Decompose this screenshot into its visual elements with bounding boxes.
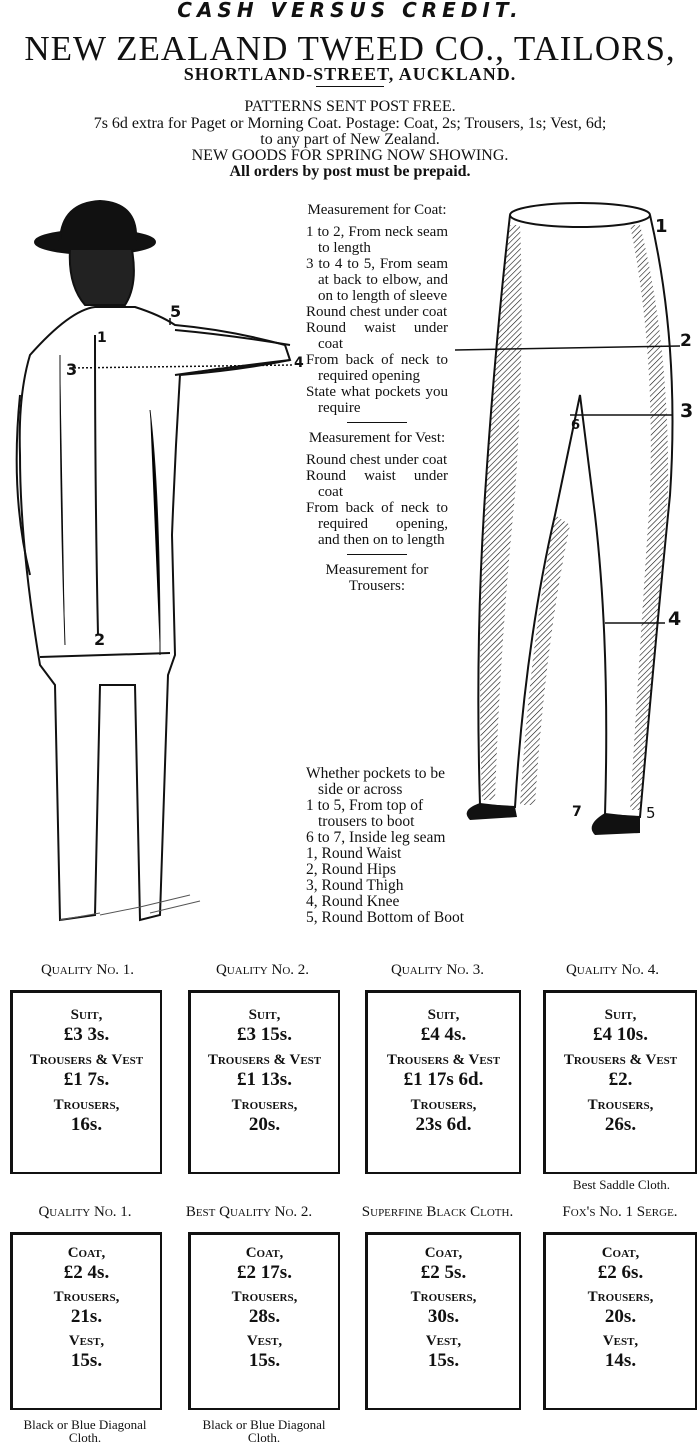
trousers-label: Trousers, xyxy=(410,1097,477,1113)
trousers-label-1: 1 xyxy=(655,216,668,237)
suit-label: Suit, xyxy=(70,1007,103,1023)
trousers-label: Trousers, xyxy=(587,1097,654,1113)
trousers-vest-price: £1 17s 6d. xyxy=(403,1069,484,1090)
vest-heading: Measurement for Vest: xyxy=(308,430,446,446)
suit-price-box xyxy=(365,990,521,1174)
suit-quality-heading: Quality No. 3. xyxy=(390,962,485,978)
coat-quality-heading: Superfine Black Cloth. xyxy=(361,1204,514,1220)
postage-line: 7s 6d extra for Paget or Morning Coat. Postage: Coat, 2s; Trousers, 1s; Vest, 6d; xyxy=(93,115,607,132)
coat-label-1: 1 xyxy=(97,330,107,346)
coat-price: £2 5s. xyxy=(420,1262,467,1283)
trousers-label: Trousers, xyxy=(410,1289,477,1305)
vest-price: 15s. xyxy=(248,1350,281,1371)
coat-quality-heading: Best Quality No. 2. xyxy=(185,1204,313,1220)
trousers-item: Whether pockets to be side or across xyxy=(306,765,446,798)
trousers-label-6: 6 xyxy=(571,418,581,433)
trousers-figure-illustration xyxy=(455,195,700,855)
suit-price-box xyxy=(10,990,162,1174)
trousers-item: 2, Round Hips xyxy=(306,861,396,878)
vest-item: From back of neck to required opening, and then on to length xyxy=(306,500,448,548)
trousers-label-5: 5 xyxy=(646,804,656,822)
trousers-vest-label: Trousers & Vest xyxy=(207,1052,322,1068)
coat-price: £2 4s. xyxy=(63,1262,110,1283)
company-address: SHORTLAND-STREET, AUCKLAND. xyxy=(183,64,517,84)
trousers-vest-price: £1 7s. xyxy=(63,1069,110,1090)
coat-item: Round waist under coat xyxy=(306,320,448,352)
patterns-line: PATTERNS SENT POST FREE. xyxy=(244,98,456,115)
coat-label: Coat, xyxy=(67,1245,106,1261)
trousers-vest-price: £1 13s. xyxy=(237,1069,292,1090)
coat-label: Coat, xyxy=(424,1245,463,1261)
new-goods-line: NEW GOODS FOR SPRING NOW SHOWING. xyxy=(191,147,509,164)
coat-label: Coat, xyxy=(601,1245,640,1261)
trousers-label-7: 7 xyxy=(572,804,582,820)
suit-price: £4 4s. xyxy=(420,1024,467,1045)
coat-item: 3 to 4 to 5, From seam at back to elbow, and on to length of sleeve xyxy=(306,256,448,304)
coat-item: 1 to 2, From neck seam to length xyxy=(306,224,448,256)
suit-label: Suit, xyxy=(248,1007,281,1023)
coat-quality-heading: Quality No. 1. xyxy=(38,1204,132,1220)
trousers-item: 4, Round Knee xyxy=(306,893,400,910)
vest-price: 14s. xyxy=(604,1350,637,1371)
trousers-label: Trousers, xyxy=(53,1289,120,1305)
suit-price: £3 3s. xyxy=(63,1024,110,1045)
coat-label-3: 3 xyxy=(66,360,78,379)
vest-label: Vest, xyxy=(602,1333,639,1349)
coat-price-box xyxy=(188,1232,340,1410)
postage-line-2: to any part of New Zealand. xyxy=(260,131,440,148)
trousers-vest-label: Trousers & Vest xyxy=(563,1052,678,1068)
coat-label-2: 2 xyxy=(94,630,106,649)
trousers-item: 5, Round Bottom of Boot xyxy=(306,909,465,926)
suit-quality-heading: Quality No. 2. xyxy=(215,962,310,978)
trousers-price: 20s. xyxy=(248,1114,281,1135)
vest-item: Round chest under coat xyxy=(306,452,448,468)
suit-label: Suit, xyxy=(604,1007,637,1023)
suit-label: Suit, xyxy=(427,1007,460,1023)
divider xyxy=(347,554,407,555)
trousers-price: 30s. xyxy=(427,1306,460,1327)
trousers-label-4: 4 xyxy=(668,608,682,630)
coat-label: Coat, xyxy=(245,1245,284,1261)
trousers-price: 21s. xyxy=(70,1306,103,1327)
divider xyxy=(316,86,384,87)
trousers-vest-label: Trousers & Vest xyxy=(386,1052,501,1068)
coat-price: £2 17s. xyxy=(237,1262,292,1283)
trousers-price: 26s. xyxy=(604,1114,637,1135)
trousers-label-2: 2 xyxy=(680,331,692,351)
vest-price: 15s. xyxy=(427,1350,460,1371)
suit-price: £4 10s. xyxy=(593,1024,648,1045)
suit-quality-heading: Quality No. 1. xyxy=(40,962,135,978)
trousers-label: Trousers, xyxy=(231,1097,298,1113)
coat-item: Round chest under coat xyxy=(306,304,448,320)
trousers-price: 16s. xyxy=(70,1114,103,1135)
vest-item: Round waist under coat xyxy=(306,468,448,500)
company-name: NEW ZEALAND TWEED CO., TAILORS, xyxy=(24,29,676,68)
trousers-label-3: 3 xyxy=(680,400,694,422)
coat-price-box xyxy=(365,1232,521,1410)
trousers-heading: Measurement for Trousers: xyxy=(325,562,429,594)
coat-price: £2 6s. xyxy=(597,1262,644,1283)
coat-price-box xyxy=(543,1232,697,1410)
cloth-note: Black or Blue Diagonal Cloth. xyxy=(23,1417,147,1445)
coat-figure-illustration xyxy=(0,195,300,945)
coat-price-box xyxy=(10,1232,162,1410)
suit-price: £3 15s. xyxy=(237,1024,292,1045)
trousers-item: 1, Round Waist xyxy=(306,845,402,862)
coat-item: From back of neck to required opening xyxy=(306,352,448,384)
suit-price-box xyxy=(543,990,697,1174)
trousers-price: 23s 6d. xyxy=(415,1114,472,1135)
saddle-cloth-note: Best Saddle Cloth. xyxy=(572,1177,671,1192)
orders-line: All orders by post must be prepaid. xyxy=(229,163,471,180)
coat-label-4: 4 xyxy=(294,355,304,371)
vest-price: 15s. xyxy=(70,1350,103,1371)
trousers-item: 6 to 7, Inside leg seam xyxy=(306,829,446,846)
coat-heading: Measurement for Coat: xyxy=(307,202,447,218)
vest-label: Vest, xyxy=(68,1333,105,1349)
measurement-column xyxy=(306,202,448,594)
cloth-note: Black or Blue Diagonal Cloth. xyxy=(202,1417,326,1445)
trousers-item: 3, Round Thigh xyxy=(306,877,404,894)
trousers-item: 1 to 5, From top of trousers to boot xyxy=(306,797,424,830)
coat-quality-heading: Fox's No. 1 Serge. xyxy=(562,1204,678,1220)
divider xyxy=(347,422,407,423)
trousers-price: 20s. xyxy=(604,1306,637,1327)
suit-quality-heading: Quality No. 4. xyxy=(565,962,660,978)
trousers-vest-label: Trousers & Vest xyxy=(29,1052,144,1068)
banner-heading: CASH VERSUS CREDIT. xyxy=(177,0,523,22)
coat-label-5: 5 xyxy=(170,302,182,321)
coat-item: State what pockets you require xyxy=(306,384,448,416)
trousers-label: Trousers, xyxy=(53,1097,120,1113)
trousers-vest-price: £2. xyxy=(608,1069,633,1090)
vest-label: Vest, xyxy=(246,1333,283,1349)
vest-label: Vest, xyxy=(425,1333,462,1349)
suit-price-box xyxy=(188,990,340,1174)
trousers-label: Trousers, xyxy=(587,1289,654,1305)
trousers-price: 28s. xyxy=(248,1306,281,1327)
trousers-label: Trousers, xyxy=(231,1289,298,1305)
